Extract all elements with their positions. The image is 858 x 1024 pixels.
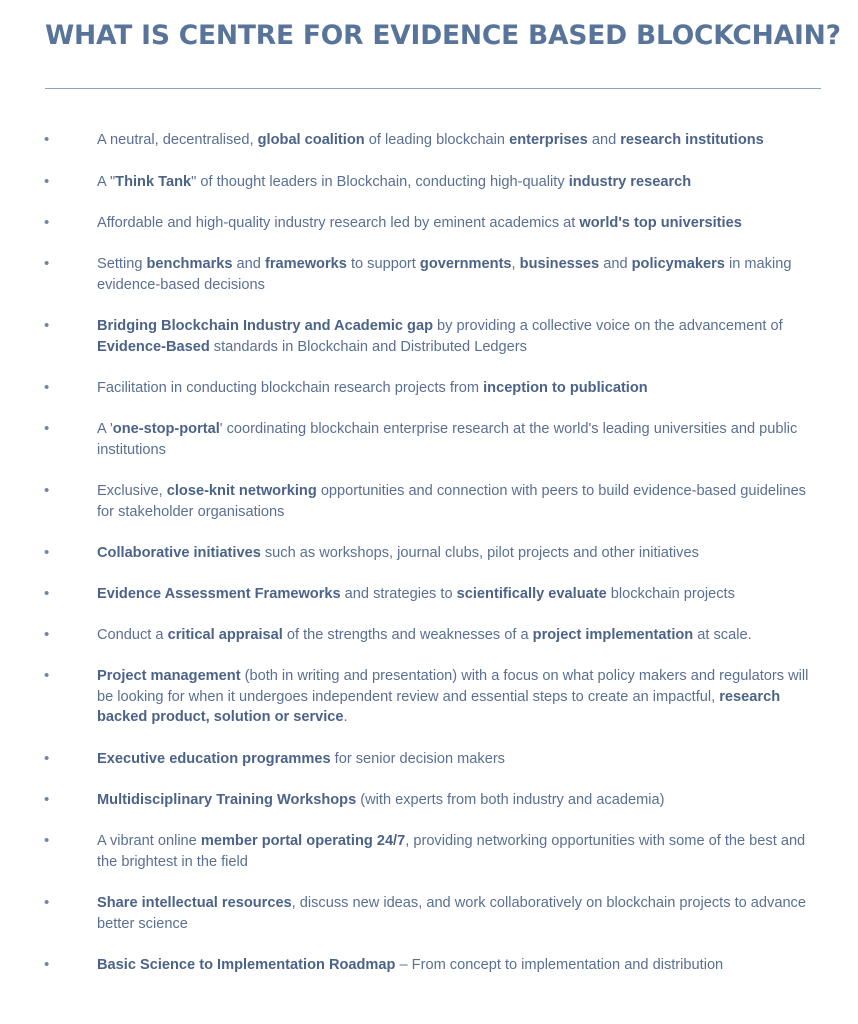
bold-text: businesses — [519, 256, 600, 272]
text-run: Facilitation in conducting blockchain research projects from — [97, 380, 484, 396]
bullet-icon: • — [44, 255, 50, 272]
text-run: and strategies to — [340, 586, 457, 602]
bold-text: Evidence Assessment Frameworks — [97, 586, 341, 602]
text-run: of leading blockchain — [364, 132, 510, 148]
list-item-text — [97, 254, 809, 295]
text-run: A neutral, decentralised, — [97, 132, 258, 148]
text-run: at scale. — [693, 627, 752, 643]
page-title: WHAT IS CENTRE FOR EVIDENCE BASED BLOCKCHAIN? — [45, 20, 841, 51]
list-item-text — [97, 790, 809, 811]
bold-text: Multidisciplinary Training Workshops — [97, 792, 357, 808]
bullet-icon: • — [44, 379, 50, 396]
text-run: A vibrant online — [97, 833, 201, 849]
bold-text: Executive education programmes — [97, 751, 331, 767]
bullet-icon: • — [44, 173, 50, 190]
text-run: by providing a collective voice on the advancement of — [432, 318, 783, 334]
bullet-icon: • — [44, 131, 50, 148]
bullet-icon: • — [44, 585, 50, 602]
bullet-icon: • — [44, 626, 50, 643]
text-run: Setting — [97, 256, 147, 272]
list-item-text — [97, 584, 809, 605]
text-run: standards in Blockchain and Distributed Ledgers — [209, 338, 527, 355]
bold-text: close-knit networking — [166, 483, 317, 499]
bold-text: enterprises — [509, 132, 588, 148]
text-run: . — [343, 709, 348, 725]
bold-text: governments — [419, 256, 512, 272]
bold-text: research backed product, solution or service — [97, 688, 781, 725]
text-run: and — [232, 256, 265, 272]
text-run: " of thought leaders in Blockchain, conducting high-quality — [191, 174, 569, 190]
bullet-icon: • — [44, 482, 50, 499]
bullet-icon: • — [44, 214, 50, 231]
bold-text: one-stop-portal — [112, 421, 220, 437]
list-item-text — [97, 625, 809, 646]
text-run: (both in writing and presentation) with a focus on what policy makers and regulators will be looking for when it undergoes independent review and essential steps to create an impactful, — [97, 668, 809, 705]
bold-text: benchmarks — [146, 256, 233, 272]
text-run: (with experts from both industry and academia) — [356, 792, 665, 808]
bold-text: policymakers — [631, 256, 725, 272]
bold-text: Basic Science to Implementation Roadmap — [97, 957, 396, 973]
text-run: in making evidence-based decisions — [97, 256, 792, 293]
bold-text: inception to publication — [483, 380, 648, 396]
bold-text: Project management — [97, 668, 241, 684]
bold-text: global coalition — [257, 132, 365, 148]
bold-text: Think Tank — [115, 174, 192, 190]
list-item-text — [97, 213, 809, 234]
list-item-text — [97, 955, 809, 976]
bold-text: Collaborative initiatives — [97, 545, 261, 561]
text-run: and — [599, 256, 632, 272]
text-run: Conduct a — [97, 627, 168, 643]
bold-text: Bridging Blockchain Industry and Academic gap — [97, 318, 433, 334]
bold-text: critical appraisal — [167, 627, 283, 643]
bold-text: member portal operating 24/7 — [200, 833, 406, 849]
list-item-text — [97, 666, 809, 728]
list-item-text — [97, 316, 809, 357]
bold-text: industry research — [568, 174, 692, 190]
text-run: , — [511, 256, 520, 272]
text-run: ' coordinating blockchain enterprise research at the world's leading universities and public institutions — [97, 421, 798, 458]
text-run: such as workshops, journal clubs, pilot projects and other initiatives — [260, 545, 699, 561]
list-item-text — [97, 749, 809, 770]
text-run: for senior decision makers — [330, 751, 505, 767]
bold-text: Share intellectual resources — [97, 895, 292, 911]
text-run: , discuss new ideas, and work collaboratively on blockchain projects to advance better science — [97, 895, 806, 932]
bullet-icon: • — [44, 317, 50, 334]
bold-text: Evidence-Based — [97, 338, 210, 355]
list-item-text — [97, 543, 809, 564]
text-run: to support — [346, 256, 420, 272]
title-divider — [45, 88, 821, 89]
text-run: opportunities and connection with peers to build evidence-based guidelines for stakeholder organisations — [97, 483, 806, 520]
text-run: Exclusive, — [97, 483, 167, 499]
list-item-text — [97, 831, 809, 872]
bold-text: world's top universities — [579, 215, 742, 231]
text-run: and — [587, 132, 621, 148]
text-run: – From concept to implementation and distribution — [395, 957, 724, 973]
text-run: blockchain projects — [606, 586, 735, 602]
text-run: Affordable and high-quality industry research led by eminent academics at — [97, 215, 580, 231]
list-item-text — [97, 893, 809, 934]
bold-text: research institutions — [620, 132, 764, 148]
list-item-text — [97, 378, 809, 399]
text-run: A " — [97, 174, 116, 190]
bullet-icon: • — [44, 894, 50, 911]
bold-text: frameworks — [264, 256, 347, 272]
text-run: of the strengths and weaknesses of a — [282, 627, 533, 643]
list-item-text — [97, 172, 809, 193]
bullet-icon: • — [44, 791, 50, 808]
bullet-icon: • — [44, 956, 50, 973]
bullet-icon: • — [44, 667, 50, 684]
text-run: , providing networking opportunities with some of the best and the brightest in the field — [97, 833, 806, 870]
list-item-text — [97, 419, 809, 460]
text-run: A ' — [97, 421, 113, 437]
list-item-text — [97, 481, 809, 522]
bullet-icon: • — [44, 832, 50, 849]
bullet-icon: • — [44, 750, 50, 767]
bullet-icon: • — [44, 544, 50, 561]
bold-text: scientifically evaluate — [456, 586, 607, 602]
bold-text: project implementation — [532, 627, 694, 643]
list-item-text — [97, 130, 809, 151]
bullet-icon: • — [44, 420, 50, 437]
